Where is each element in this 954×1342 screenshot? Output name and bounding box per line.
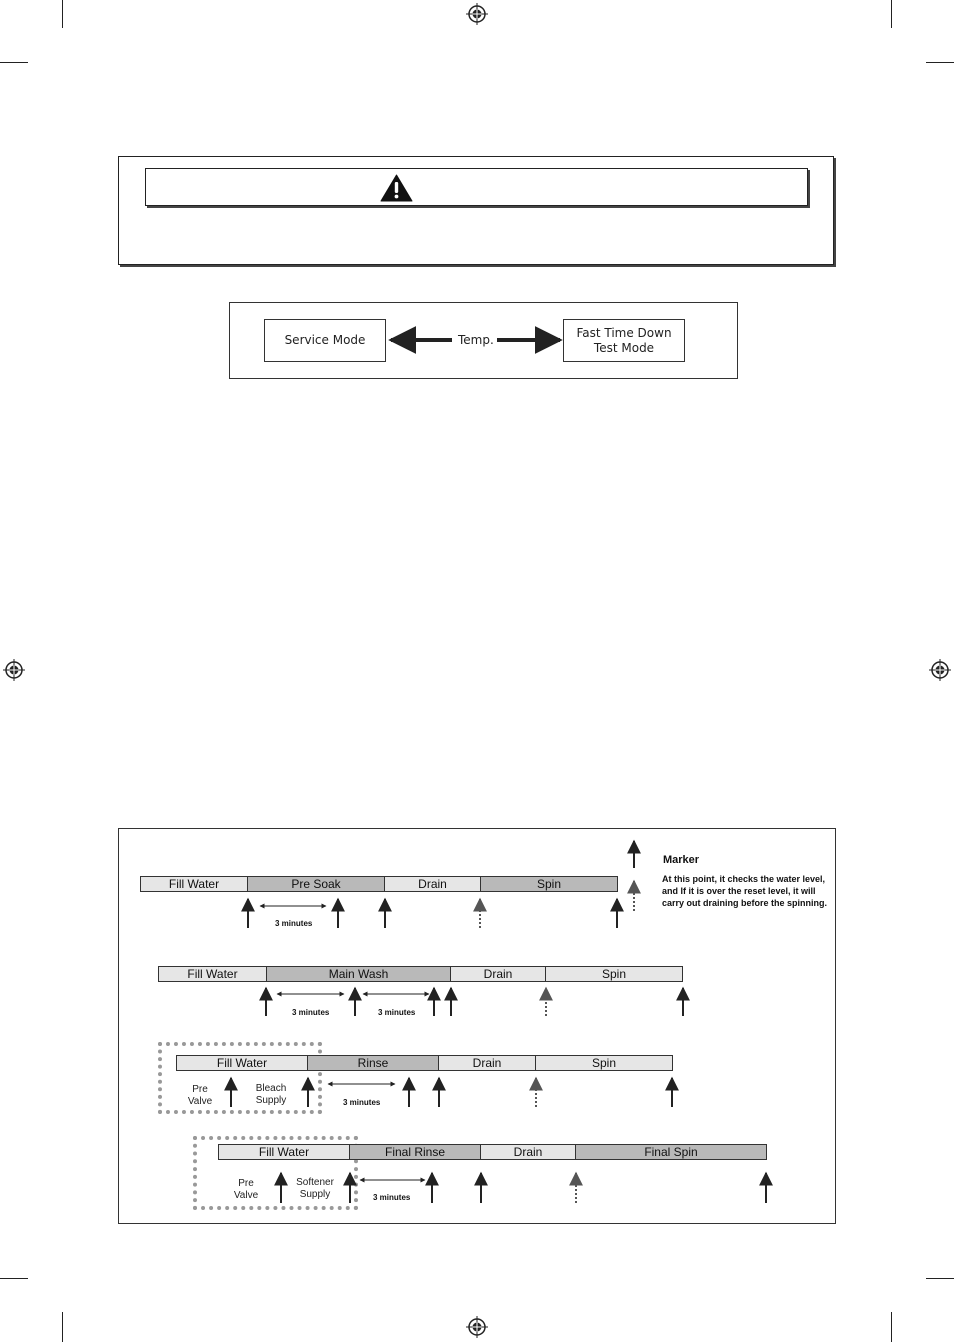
row2-main-wash: Main Wash (266, 966, 451, 982)
row1-fill-water: Fill Water (140, 876, 248, 892)
row2-interval-label-1: 3 minutes (292, 1008, 330, 1017)
trim-mark (0, 1278, 28, 1279)
row1-interval-label: 3 minutes (275, 919, 313, 928)
trim-mark (926, 62, 954, 63)
row1-drain: Drain (384, 876, 481, 892)
service-mode-box (264, 319, 386, 362)
row3-bleach-supply-label: Bleach Supply (255, 1083, 287, 1106)
fast-time-down-box (563, 319, 685, 362)
row4-fill-water: Fill Water (218, 1144, 350, 1160)
row2-drain: Drain (450, 966, 546, 982)
row1-pre-soak: Pre Soak (247, 876, 385, 892)
row3-fill-water: Fill Water (176, 1055, 308, 1071)
trim-mark (62, 1312, 63, 1342)
row3-pre-valve-label: Pre Valve (187, 1084, 213, 1107)
service-mode-label: Service Mode (284, 333, 366, 347)
registration-mark-icon (466, 1316, 488, 1338)
row1-spin: Spin (480, 876, 618, 892)
row4-final-spin: Final Spin (575, 1144, 767, 1160)
trim-mark (0, 62, 28, 63)
row4-final-rinse: Final Rinse (349, 1144, 481, 1160)
row2-interval-label-2: 3 minutes (378, 1008, 416, 1017)
row3-spin: Spin (535, 1055, 673, 1071)
row4-drain: Drain (480, 1144, 576, 1160)
legend-title: Marker (663, 854, 700, 866)
registration-mark-icon (466, 3, 488, 25)
legend-description: At this point, it checks the water level, and If it is over the reset level, it will carry out draining before the spinning. (662, 874, 828, 908)
row2-spin: Spin (545, 966, 683, 982)
row4-interval-label: 3 minutes (373, 1193, 411, 1202)
trim-mark (62, 0, 63, 28)
row2-fill-water: Fill Water (158, 966, 267, 982)
registration-mark-icon (3, 659, 25, 681)
warning-icon (380, 174, 413, 202)
trim-mark (891, 1312, 892, 1342)
row4-pre-valve-label: Pre Valve (233, 1178, 259, 1201)
trim-mark (891, 0, 892, 28)
row3-interval-label: 3 minutes (343, 1098, 381, 1107)
row3-drain: Drain (438, 1055, 536, 1071)
test-mode-label: Test Mode (593, 340, 655, 355)
row3-rinse: Rinse (307, 1055, 439, 1071)
warning-header (145, 168, 808, 206)
temp-label: Temp. (458, 333, 494, 347)
row4-softener-supply-label: Softener Supply (296, 1177, 334, 1200)
registration-mark-icon (929, 659, 951, 681)
trim-mark (926, 1278, 954, 1279)
fast-time-down-label: Fast Time Down (576, 325, 672, 340)
